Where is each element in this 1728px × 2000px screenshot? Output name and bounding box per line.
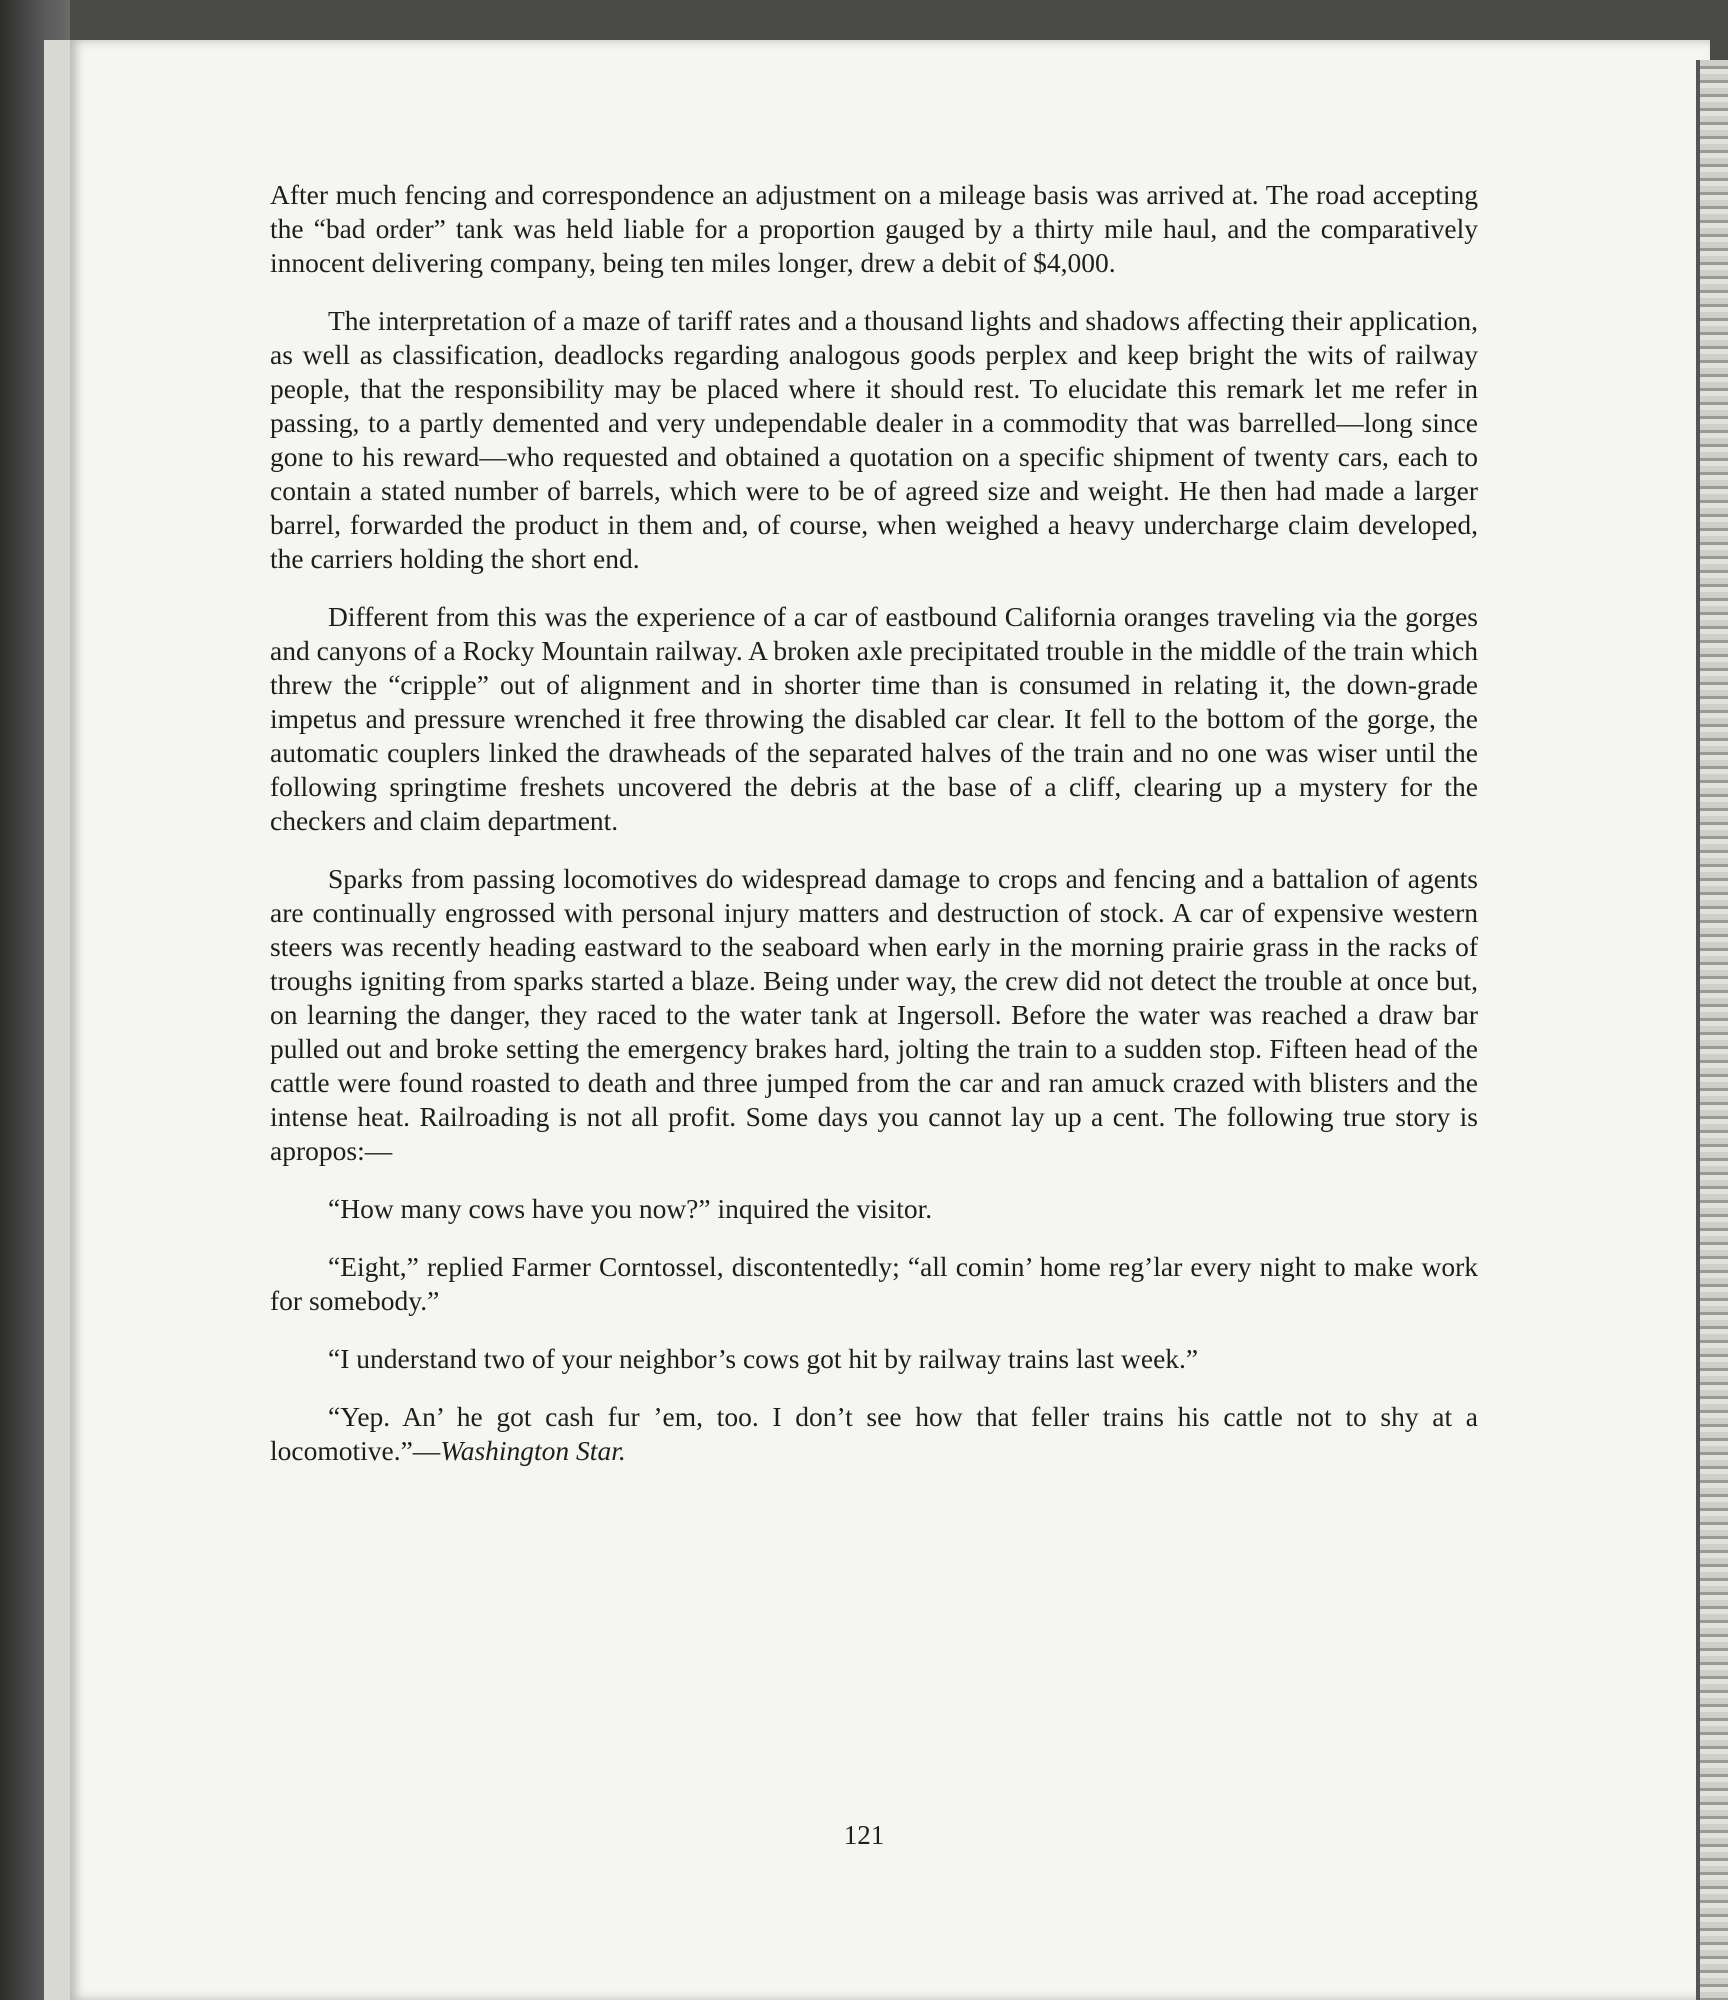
- paragraph-1: After much fencing and correspondence an adjustment on a mileage basis was arrived at. The road accepting the “bad order” tank was held liable for a proportion gauged by a thirty mile haul, and the comparatively innocent delivering company, being ten miles longer, drew a debit of $4,000.: [270, 179, 1478, 278]
- dialogue-line-4: [270, 1400, 1478, 1468]
- page-stack-edge: [1700, 60, 1728, 2000]
- dialogue-line-3: “I understand two of your neighbor’s cows got hit by railway trains last week.”: [328, 1343, 1199, 1374]
- paragraph-4: Sparks from passing locomotives do widespread damage to crops and fencing and a battalion of agents are continually engrossed with personal injury matters and destruction of stock. A car of expensive western steers was recently heading eastward to the seaboard when early in the morning prairie grass in the racks of troughs igniting from sparks started a blaze. Being under way, the crew did not detect the trouble at once but, on learning the danger, they raced to the water tank at Ingersoll. Before the water was reached a draw bar pulled out and broke setting the emergency brakes hard, jolting the train to a sudden stop. Fifteen head of the cattle were found roasted to death and three jumped from the car and ran amuck crazed with blisters and the intense heat. Railroading is not all profit. Some days you cannot lay up a cent. The following true story is apropos:—: [270, 863, 1478, 1166]
- paragraph-2: The interpretation of a maze of tariff rates and a thousand lights and shadows affecting their application, as well as classification, deadlocks regarding analogous goods perplex and keep bright the wits of railway people, that the responsibility may be placed where it should rest. To elucidate this remark let me refer in passing, to a partly demented and very undependable dealer in a commodity that was barrelled—long since gone to his reward—who requested and obtained a quotation on a specific shipment of twenty cars, each to contain a stated number of barrels, which were to be of agreed size and weight. He then had made a larger barrel, forwarded the product in them and, of course, when weighed a heavy undercharge claim developed, the carriers holding the short end.: [270, 305, 1478, 574]
- page-body: [270, 178, 1478, 1492]
- dialogue-line-1: “How many cows have you now?” inquired the visitor.: [328, 1193, 933, 1224]
- dialogue-line-4-text: “Yep. An’ he got cash fur ’em, too. I don’t see how that feller trains his cattle not to shy at a locomotive.”—: [270, 1401, 1478, 1466]
- page-number: 121: [843, 1820, 885, 1850]
- dialogue-line-2: “Eight,” replied Farmer Corntossel, discontentedly; “all comin’ home reg’lar every night to make work for somebody.”: [270, 1251, 1478, 1316]
- source-attribution: Washington Star.: [440, 1435, 626, 1466]
- paragraph-3: Different from this was the experience of a car of eastbound California oranges traveling via the gorges and canyons of a Rocky Mountain railway. A broken axle precipitated trouble in the middle of the train which threw the “cripple” out of alignment and in shorter time than is consumed in relating it, the down-grade impetus and pressure wrenched it free throwing the disabled car clear. It fell to the bottom of the gorge, the automatic couplers linked the drawheads of the separated halves of the train and no one was wiser until the following springtime freshets uncovered the debris at the base of a cliff, clearing up a mystery for the checkers and claim department.: [270, 601, 1478, 836]
